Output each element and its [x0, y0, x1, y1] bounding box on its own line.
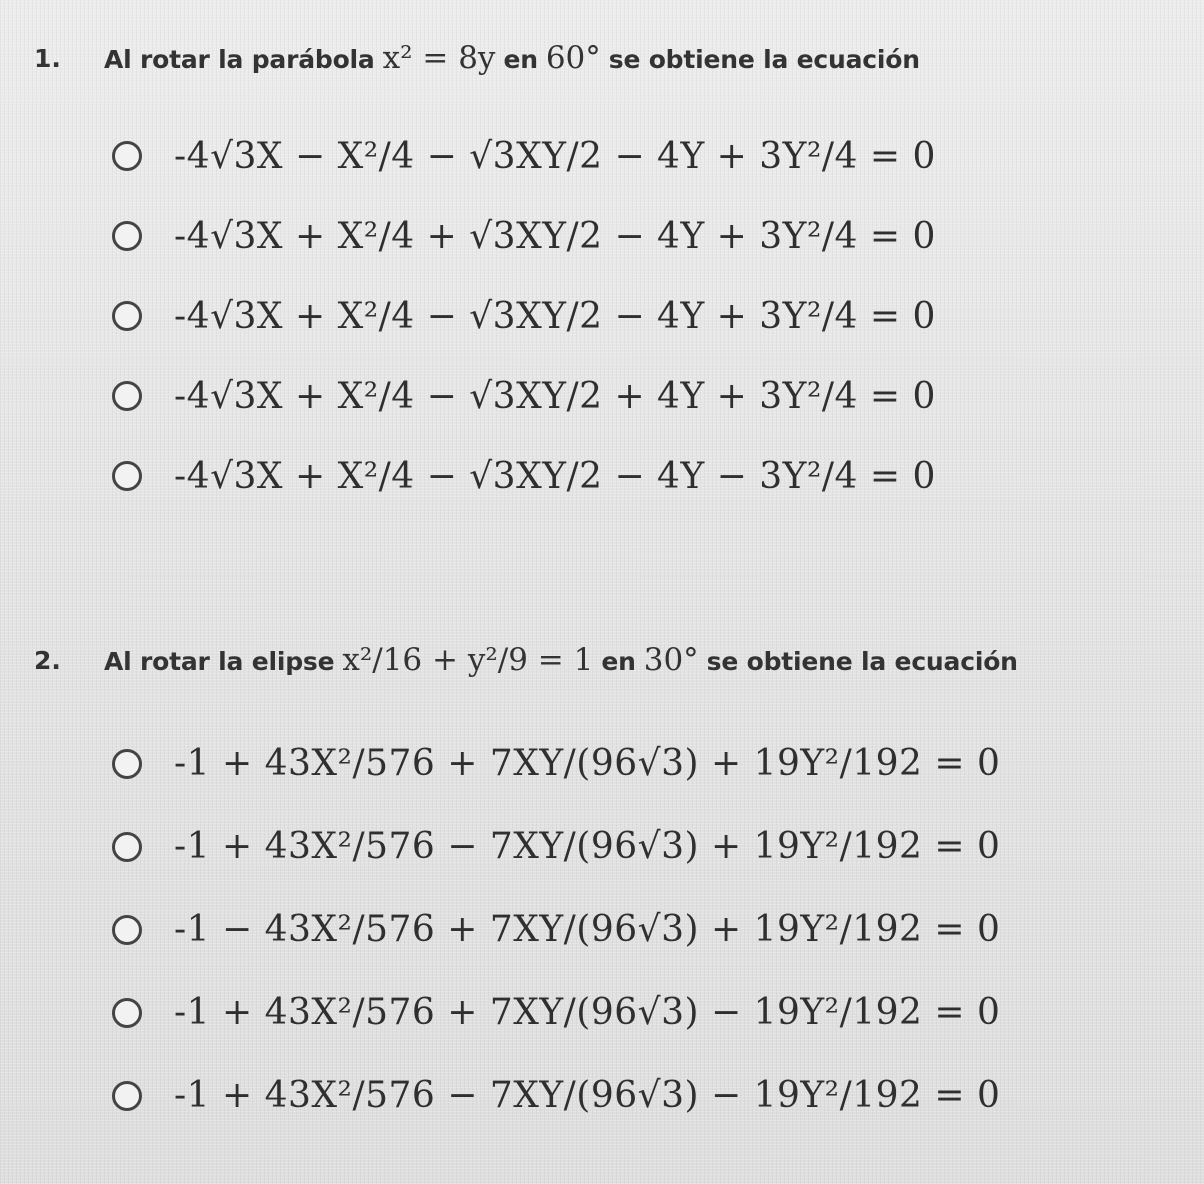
answer-option-label[interactable]: -4√3X + X²/4 − √3XY/2 − 4Y + 3Y²/4 = 0: [174, 295, 936, 337]
question-prefix: Al rotar la parábola: [104, 45, 375, 74]
question-angle: 30°: [643, 642, 699, 678]
answer-option-label[interactable]: -1 + 43X²/576 − 7XY/(96√3) + 19Y²/192 = 0: [174, 826, 1001, 867]
radio-button[interactable]: [112, 915, 142, 945]
answer-options: [0, 722, 1204, 1137]
question-equation: x²/16 + y²/9 = 1: [342, 642, 594, 678]
radio-button[interactable]: [112, 461, 142, 491]
radio-button[interactable]: [112, 998, 142, 1028]
answer-option-label[interactable]: -4√3X + X²/4 + √3XY/2 − 4Y + 3Y²/4 = 0: [174, 215, 936, 257]
answer-option-label[interactable]: -4√3X + X²/4 − √3XY/2 − 4Y − 3Y²/4 = 0: [174, 455, 936, 497]
radio-button[interactable]: [112, 1081, 142, 1111]
answer-option[interactable]: [0, 1054, 1204, 1137]
radio-button[interactable]: [112, 221, 142, 251]
answer-option[interactable]: [0, 276, 1204, 356]
question-text: [104, 642, 1018, 678]
answer-option[interactable]: [0, 436, 1204, 516]
question-1: [0, 30, 1204, 516]
answer-option-label[interactable]: -4√3X + X²/4 − √3XY/2 + 4Y + 3Y²/4 = 0: [174, 375, 936, 417]
question-prefix: Al rotar la elipse: [104, 647, 335, 676]
question-angle: 60°: [545, 40, 601, 76]
question-2: [0, 632, 1204, 1137]
question-number: 2.: [34, 645, 61, 675]
question-number: 1.: [34, 43, 61, 73]
question-suffix: se obtiene la ecuación: [608, 45, 920, 74]
answer-option-label[interactable]: -1 − 43X²/576 + 7XY/(96√3) + 19Y²/192 = 0: [174, 909, 1001, 950]
radio-button[interactable]: [112, 381, 142, 411]
radio-button[interactable]: [112, 832, 142, 862]
answer-options: [0, 116, 1204, 516]
answer-option[interactable]: [0, 971, 1204, 1054]
question-mid: en: [503, 45, 538, 74]
question-mid: en: [601, 647, 636, 676]
radio-button[interactable]: [112, 749, 142, 779]
question-suffix: se obtiene la ecuación: [706, 647, 1018, 676]
answer-option[interactable]: [0, 805, 1204, 888]
radio-button[interactable]: [112, 141, 142, 171]
question-equation: x² = 8y: [382, 40, 496, 76]
radio-button[interactable]: [112, 301, 142, 331]
answer-option[interactable]: [0, 116, 1204, 196]
answer-option[interactable]: [0, 888, 1204, 971]
question-2-header: [0, 632, 1204, 688]
answer-option[interactable]: [0, 722, 1204, 805]
answer-option-label[interactable]: -1 + 43X²/576 + 7XY/(96√3) + 19Y²/192 = 0: [174, 743, 1001, 784]
answer-option[interactable]: [0, 196, 1204, 276]
question-1-header: [0, 30, 1204, 86]
question-text: [104, 40, 920, 76]
answer-option[interactable]: [0, 356, 1204, 436]
answer-option-label[interactable]: -4√3X − X²/4 − √3XY/2 − 4Y + 3Y²/4 = 0: [174, 135, 936, 177]
answer-option-label[interactable]: -1 + 43X²/576 + 7XY/(96√3) − 19Y²/192 = 0: [174, 992, 1001, 1033]
answer-option-label[interactable]: -1 + 43X²/576 − 7XY/(96√3) − 19Y²/192 = 0: [174, 1075, 1001, 1116]
